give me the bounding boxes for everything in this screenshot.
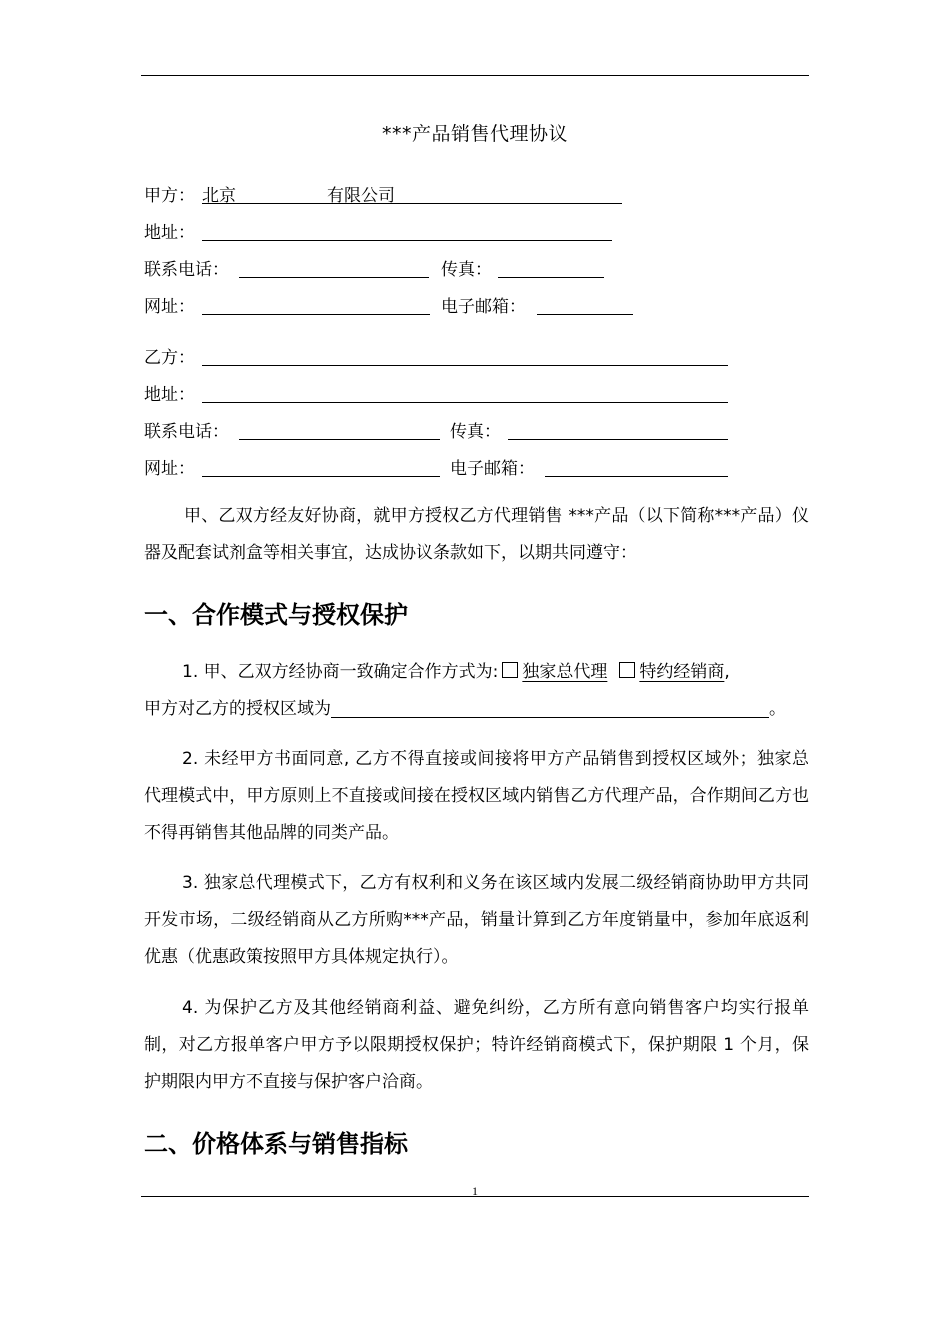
party-b-address-label: 地址： bbox=[144, 385, 195, 405]
party-a-email-line bbox=[537, 314, 633, 315]
party-a-label: 甲方： bbox=[144, 186, 195, 206]
item-1-end: 。 bbox=[769, 699, 786, 719]
section-1-item-3: 3. 独家总代理模式下，乙方有权利和义务在该区域内发展二级经销商协助甲方共同开发市场，二级经销商从乙方所购***产品，销量计算到乙方年度销量中，参加年底返利优惠（优惠政策按照甲方具体规定执行）。 bbox=[144, 873, 809, 967]
party-b-fax-line bbox=[508, 439, 728, 440]
party-a-address-label: 地址： bbox=[144, 223, 195, 243]
item-1-prefix: 1. 甲、乙双方经协商一致确定合作方式为: bbox=[182, 662, 499, 682]
party-a-phone-line bbox=[239, 277, 429, 278]
footer-rule bbox=[141, 1196, 809, 1197]
party-a-name-field bbox=[144, 181, 624, 207]
cooperation-options bbox=[498, 662, 724, 682]
party-a-website-label: 网址： bbox=[144, 297, 195, 317]
intro-paragraph: 甲、乙双方经友好协商，就甲方授权乙方代理销售 ***产品（以下简称***产品）仪器及配套试剂盒等相关事宜，达成协议条款如下，以期共同遵守： bbox=[144, 506, 809, 563]
party-b-email-label: 电子邮箱： bbox=[450, 459, 535, 479]
party-b-website-label: 网址： bbox=[144, 459, 195, 479]
party-a-name-part2: 有限公司 bbox=[327, 186, 395, 206]
special-dealer-checkbox[interactable] bbox=[619, 662, 635, 678]
page-number: 1 bbox=[472, 1184, 478, 1198]
party-a-contact-field bbox=[144, 255, 606, 281]
party-a-fax-label: 传真： bbox=[441, 260, 492, 280]
party-b-email-line bbox=[545, 476, 728, 477]
section-1-item-4: 4. 为保护乙方及其他经销商利益、避免纠纷，乙方所有意向销售客户均实行报单制，对乙方报单客户甲方予以限期授权保护；特许经销商模式下，保护期限 1 个月，保护期限内甲方不直接与保护客户洽商。 bbox=[144, 998, 809, 1092]
party-b-contact-field bbox=[144, 417, 730, 443]
party-b-phone-label: 联系电话： bbox=[144, 422, 229, 442]
section-2-heading: 二、价格体系与销售指标 bbox=[144, 1130, 408, 1158]
document-title: ***产品销售代理协议 bbox=[381, 123, 568, 145]
party-b-name-line bbox=[202, 365, 728, 366]
section-1-item-2: 2. 未经甲方书面同意, 乙方不得直接或间接将甲方产品销售到授权区域外；独家总代理模式中，甲方原则上不直接或间接在授权区域内销售乙方代理产品，合作期间乙方也不得再销售其他品牌的同类产品。 bbox=[144, 749, 809, 843]
party-b-address-field bbox=[144, 380, 730, 406]
party-a-website-line bbox=[202, 314, 430, 315]
party-b-web-field bbox=[144, 454, 730, 480]
party-a-address-field bbox=[144, 218, 614, 244]
party-b-website-line bbox=[202, 476, 440, 477]
exclusive-agent-checkbox[interactable] bbox=[502, 662, 518, 678]
party-b-phone-line bbox=[239, 439, 440, 440]
item-1-region-label: 甲方对乙方的授权区域为 bbox=[144, 699, 331, 719]
header-rule bbox=[141, 75, 809, 76]
party-b-fax-label: 传真： bbox=[450, 422, 501, 442]
party-b-label: 乙方： bbox=[144, 348, 195, 368]
party-a-name-part1: 北京 bbox=[202, 186, 236, 206]
party-b-address-line bbox=[202, 402, 728, 403]
party-a-email-label: 电子邮箱： bbox=[441, 297, 526, 317]
party-b-name-field bbox=[144, 343, 730, 369]
authorized-region-line bbox=[331, 695, 769, 718]
party-a-web-field bbox=[144, 292, 634, 318]
section-1-item-1 bbox=[144, 654, 809, 728]
party-a-fax-line bbox=[498, 277, 604, 278]
party-a-name-line bbox=[202, 203, 622, 204]
party-a-phone-label: 联系电话： bbox=[144, 260, 229, 280]
party-a-address-line bbox=[202, 240, 612, 241]
exclusive-agent-option: 独家总代理 bbox=[522, 662, 608, 682]
section-1-heading: 一、合作模式与授权保护 bbox=[144, 601, 408, 629]
item-1-line-1: 1. 甲、乙双方经协商一致确定合作方式为: 独家总代理 特约经销商, bbox=[182, 662, 730, 682]
special-dealer-option: 特约经销商 bbox=[639, 662, 725, 682]
item-1-line-2 bbox=[144, 691, 809, 728]
